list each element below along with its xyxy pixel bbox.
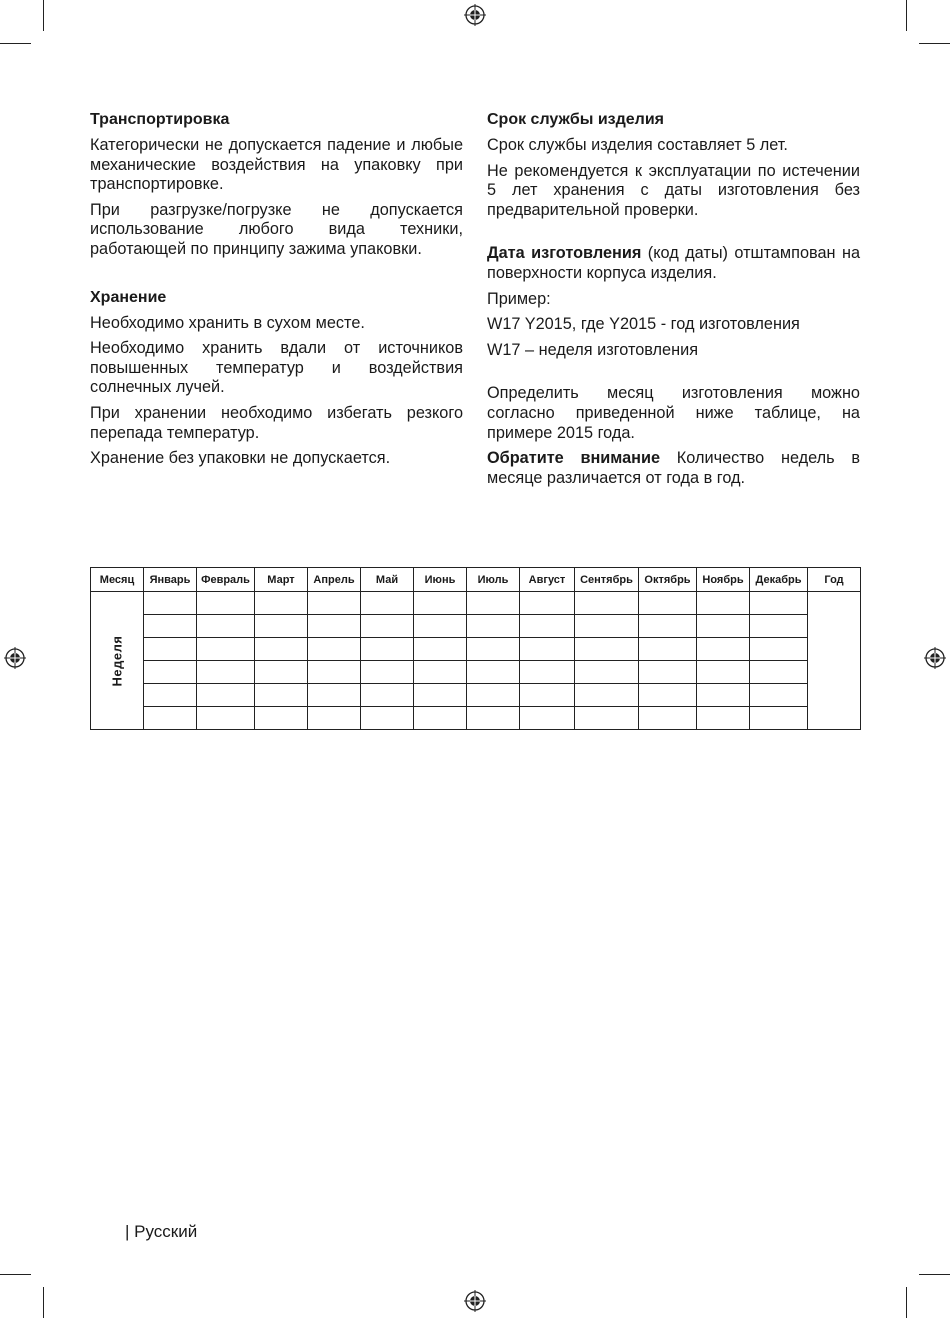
table-cell xyxy=(467,707,520,730)
table-header-row xyxy=(91,568,861,592)
table-cell xyxy=(197,615,255,638)
table-cell xyxy=(361,684,414,707)
weeks-table xyxy=(90,567,861,730)
table-cell xyxy=(575,684,639,707)
table-cell xyxy=(361,707,414,730)
table-cell xyxy=(144,638,197,661)
table-row xyxy=(91,615,861,638)
crop-mark-bottom-right-h xyxy=(919,1274,950,1275)
crop-mark-bottom-left-h xyxy=(0,1274,31,1275)
table-cell xyxy=(520,684,575,707)
table-cell xyxy=(575,592,639,615)
table-cell xyxy=(414,592,467,615)
table-cell xyxy=(750,615,808,638)
note-text: Количество недель в месяце различается от года в год. xyxy=(487,449,861,487)
table-cell xyxy=(308,684,361,707)
table-cell xyxy=(144,684,197,707)
table-cell xyxy=(414,707,467,730)
header-month: Месяц xyxy=(91,568,144,592)
table-row xyxy=(91,707,861,730)
crop-mark-top-left-v xyxy=(43,0,44,31)
table-cell xyxy=(467,661,520,684)
transport-paragraph-2: При разгрузке/погрузке не допускается использование любого вида техники, работающей по принципу зажима упаковки. xyxy=(90,200,463,258)
week-label: Неделя xyxy=(109,635,125,686)
table-cell xyxy=(639,592,697,615)
left-column xyxy=(90,110,463,475)
table-cell xyxy=(197,684,255,707)
table-cell xyxy=(414,638,467,661)
table-cell xyxy=(308,592,361,615)
header-year: Год xyxy=(808,568,861,592)
table-cell xyxy=(361,592,414,615)
crop-mark-top-left-h xyxy=(0,43,31,44)
table-cell xyxy=(520,592,575,615)
header-september: Сентябрь xyxy=(575,568,639,592)
year-cell xyxy=(808,592,861,730)
table-cell xyxy=(750,707,808,730)
header-january: Январь xyxy=(144,568,197,592)
table-cell xyxy=(467,684,520,707)
example-line-1: W17 Y2015, где Y2015 - год изготовления xyxy=(487,315,800,334)
table-cell xyxy=(697,638,750,661)
service-life-paragraph-2: Не рекомендуется к эксплуатации по истечении 5 лет хранения с даты изготовления без предварительной проверки. xyxy=(487,161,860,219)
table-cell xyxy=(639,707,697,730)
storage-heading: Хранение xyxy=(90,288,167,306)
table-cell xyxy=(639,638,697,661)
service-life-paragraph-1: Срок службы изделия составляет 5 лет. xyxy=(487,136,788,154)
table-cell xyxy=(414,684,467,707)
month-determination-paragraph: Определить месяц изготовления можно согласно приведенной ниже таблице, на примере 2015 года. xyxy=(487,384,860,442)
registration-mark-icon xyxy=(464,1290,486,1312)
crop-mark-bottom-left-v xyxy=(43,1287,44,1318)
transport-heading: Транспортировка xyxy=(90,111,230,128)
table-row xyxy=(91,684,861,707)
table-cell xyxy=(308,707,361,730)
registration-mark-icon xyxy=(4,647,26,669)
table-cell xyxy=(520,638,575,661)
table-cell xyxy=(255,592,308,615)
table-cell xyxy=(414,661,467,684)
table-cell xyxy=(197,592,255,615)
table-cell xyxy=(467,615,520,638)
table-cell xyxy=(520,661,575,684)
table-cell xyxy=(197,638,255,661)
manufacture-date-bold: Дата изготовления xyxy=(487,244,642,263)
table-cell xyxy=(639,615,697,638)
table-cell xyxy=(197,707,255,730)
table-cell xyxy=(467,638,520,661)
table-cell xyxy=(697,661,750,684)
table-cell xyxy=(308,615,361,638)
table-cell xyxy=(197,661,255,684)
service-life-heading: Срок службы изделия xyxy=(487,111,665,128)
table-row xyxy=(91,638,861,661)
registration-mark-icon xyxy=(924,647,946,669)
table-cell xyxy=(639,684,697,707)
table-cell xyxy=(575,615,639,638)
table-cell xyxy=(520,707,575,730)
table-cell xyxy=(414,615,467,638)
table-cell xyxy=(308,638,361,661)
table-cell xyxy=(144,707,197,730)
crop-mark-top-right-v xyxy=(906,0,907,31)
right-column xyxy=(487,110,860,494)
crop-mark-top-right-h xyxy=(919,43,950,44)
storage-paragraph-4: Хранение без упаковки не допускается. xyxy=(90,449,391,468)
table-cell xyxy=(144,661,197,684)
table-cell xyxy=(361,615,414,638)
example-line-2: W17 – неделя изготовления xyxy=(487,340,699,359)
header-april: Апрель xyxy=(308,568,361,592)
table-cell xyxy=(255,684,308,707)
registration-mark-icon xyxy=(464,4,486,26)
table-cell xyxy=(467,592,520,615)
table-cell xyxy=(750,638,808,661)
table-row xyxy=(91,661,861,684)
header-november: Ноябрь xyxy=(697,568,750,592)
week-label-cell xyxy=(91,592,144,730)
header-august: Август xyxy=(520,568,575,592)
note-paragraph xyxy=(487,449,860,488)
note-bold: Обратите внимание xyxy=(487,449,661,468)
table-row xyxy=(91,592,861,615)
table-cell xyxy=(361,638,414,661)
header-may: Май xyxy=(361,568,414,592)
table-cell xyxy=(639,661,697,684)
example-label: Пример: xyxy=(487,289,551,308)
table-cell xyxy=(750,592,808,615)
table-cell xyxy=(255,638,308,661)
storage-paragraph-2: Необходимо хранить вдали от источников повышенных температур и воздействия солнечных лучей. xyxy=(90,339,463,397)
table-cell xyxy=(575,707,639,730)
storage-paragraph-1: Необходимо хранить в сухом месте. xyxy=(90,313,365,332)
storage-paragraph-3: При хранении необходимо избегать резкого перепада температур. xyxy=(90,403,463,442)
header-february: Февраль xyxy=(197,568,255,592)
table-cell xyxy=(255,615,308,638)
table-cell xyxy=(144,615,197,638)
table-cell xyxy=(750,661,808,684)
table-cell xyxy=(520,615,575,638)
table-cell xyxy=(361,661,414,684)
header-march: Март xyxy=(255,568,308,592)
header-june: Июнь xyxy=(414,568,467,592)
header-december: Декабрь xyxy=(750,568,808,592)
table-cell xyxy=(144,592,197,615)
table-cell xyxy=(697,684,750,707)
table-cell xyxy=(697,615,750,638)
header-july: Июль xyxy=(467,568,520,592)
crop-mark-bottom-right-v xyxy=(906,1287,907,1318)
table-cell xyxy=(575,661,639,684)
manufacture-date-text: (код даты) отштампован на поверхности корпуса изделия. xyxy=(487,244,860,282)
table-body xyxy=(91,592,861,730)
transport-paragraph-1: Категорически не допускается падение и любые механические воздействия на упаковку при транспортировке. xyxy=(90,136,463,194)
table-cell xyxy=(697,707,750,730)
manufacture-date-paragraph xyxy=(487,244,860,283)
table-cell xyxy=(255,707,308,730)
table-cell xyxy=(308,661,361,684)
footer-language: | Русский xyxy=(125,1222,198,1241)
table-cell xyxy=(750,684,808,707)
table-cell xyxy=(255,661,308,684)
table-cell xyxy=(575,638,639,661)
table-cell xyxy=(697,592,750,615)
header-october: Октябрь xyxy=(639,568,697,592)
